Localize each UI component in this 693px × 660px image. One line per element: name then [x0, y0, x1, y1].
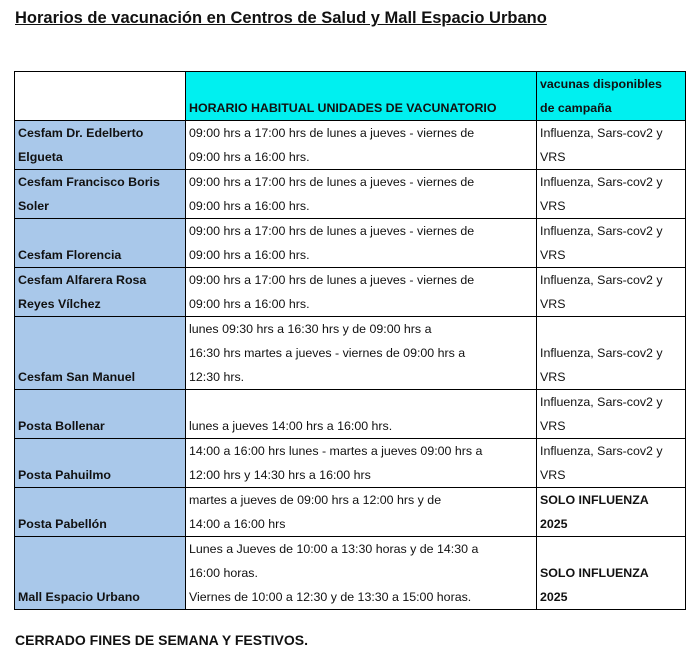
schedule-cell: [186, 170, 537, 219]
vaccination-schedule-table: [14, 71, 686, 610]
schedule-line: 14:00 a 16:00 hrs: [189, 517, 286, 531]
vaccines-cell: [537, 537, 686, 610]
header-vaccines-line: de campaña: [540, 101, 612, 115]
schedule-line: 09:00 hrs a 16:00 hrs.: [189, 248, 310, 262]
schedule-line: 09:00 hrs a 16:00 hrs.: [189, 297, 310, 311]
table-row: [15, 390, 686, 439]
table-row: [15, 219, 686, 268]
schedule-cell: [186, 268, 537, 317]
center-name-line: Soler: [18, 199, 49, 213]
schedule-line: 12:30 hrs.: [189, 370, 245, 384]
center-name-line: Cesfam Alfarera Rosa: [18, 273, 147, 287]
center-name-line: Posta Pabellón: [18, 517, 107, 531]
vaccines-line: VRS: [540, 370, 566, 384]
vaccines-cell: [537, 170, 686, 219]
vaccines-line: VRS: [540, 297, 566, 311]
vaccines-line: Influenza, Sars-cov2 y: [540, 444, 663, 458]
vaccines-line: 2025: [540, 517, 568, 531]
table-body: [15, 121, 686, 610]
center-name-line: Cesfam Florencia: [18, 248, 122, 262]
table-row: [15, 317, 686, 390]
table-row: [15, 439, 686, 488]
vaccines-line: Influenza, Sars-cov2 y: [540, 126, 663, 140]
center-name-line: Posta Bollenar: [18, 419, 105, 433]
schedule-line: lunes 09:30 hrs a 16:30 hrs y de 09:00 hrs a: [189, 322, 432, 336]
schedule-line: 09:00 hrs a 16:00 hrs.: [189, 199, 310, 213]
vaccines-cell: [537, 488, 686, 537]
vaccines-line: VRS: [540, 419, 566, 433]
table-row: [15, 170, 686, 219]
center-name-cell: [15, 317, 186, 390]
schedule-line: 09:00 hrs a 17:00 hrs de lunes a jueves - viernes de: [189, 126, 475, 140]
vaccines-line: VRS: [540, 468, 566, 482]
table-row: [15, 268, 686, 317]
vaccines-cell: [537, 219, 686, 268]
schedule-cell: [186, 488, 537, 537]
vaccines-cell: [537, 317, 686, 390]
center-name-line: Reyes Vílchez: [18, 297, 101, 311]
vaccines-cell: [537, 390, 686, 439]
page-title: Horarios de vacunación en Centros de Salud y Mall Espacio Urbano: [15, 9, 547, 27]
center-name-line: Cesfam Francisco Boris: [18, 175, 160, 189]
schedule-line: martes a jueves de 09:00 hrs a 12:00 hrs y de: [189, 493, 442, 507]
vaccines-cell: [537, 268, 686, 317]
header-schedule-cell: [186, 72, 537, 121]
center-name-cell: [15, 390, 186, 439]
center-name-line: Cesfam Dr. Edelberto: [18, 126, 144, 140]
center-name-line: Posta Pahuilmo: [18, 468, 111, 482]
vaccines-line: Influenza, Sars-cov2 y: [540, 395, 663, 409]
schedule-line: 09:00 hrs a 17:00 hrs de lunes a jueves - viernes de: [189, 273, 475, 287]
header-schedule-label: HORARIO HABITUAL UNIDADES DE VACUNATORIO: [189, 101, 497, 115]
closed-notice: CERRADO FINES DE SEMANA Y FESTIVOS.: [15, 632, 309, 648]
table-header-row: [15, 72, 686, 121]
vaccines-line: VRS: [540, 150, 566, 164]
schedule-cell: [186, 121, 537, 170]
schedule-line: Viernes de 10:00 a 12:30 y de 13:30 a 15:00 horas.: [189, 590, 472, 604]
vaccines-line: VRS: [540, 199, 566, 213]
schedule-cell: [186, 537, 537, 610]
schedule-line: Lunes a Jueves de 10:00 a 13:30 horas y de 14:30 a: [189, 542, 479, 556]
schedule-line: 14:00 a 16:00 hrs lunes - martes a jueves 09:00 hrs a: [189, 444, 483, 458]
vaccines-line: Influenza, Sars-cov2 y: [540, 273, 663, 287]
schedule-line: 09:00 hrs a 16:00 hrs.: [189, 150, 310, 164]
schedule-cell: [186, 219, 537, 268]
vaccines-cell: [537, 121, 686, 170]
center-name-cell: [15, 268, 186, 317]
vaccines-line: Influenza, Sars-cov2 y: [540, 346, 663, 360]
schedule-cell: [186, 317, 537, 390]
schedule-line: 12:00 hrs y 14:30 hrs a 16:00 hrs: [189, 468, 371, 482]
schedule-line: 09:00 hrs a 17:00 hrs de lunes a jueves - viernes de: [189, 175, 475, 189]
table-row: [15, 488, 686, 537]
vaccines-line: VRS: [540, 248, 566, 262]
center-name-cell: [15, 219, 186, 268]
center-name-line: Mall Espacio Urbano: [18, 590, 140, 604]
vaccines-line: SOLO INFLUENZA: [540, 493, 649, 507]
schedule-cell: [186, 390, 537, 439]
header-vaccines-line: vacunas disponibles: [540, 77, 662, 91]
center-name-cell: [15, 170, 186, 219]
center-name-cell: [15, 537, 186, 610]
center-name-line: Cesfam San Manuel: [18, 370, 136, 384]
schedule-line: 09:00 hrs a 17:00 hrs de lunes a jueves - viernes de: [189, 224, 475, 238]
schedule-line: 16:30 hrs martes a jueves - viernes de 09:00 hrs a: [189, 346, 466, 360]
schedule-line: 16:00 horas.: [189, 566, 258, 580]
table-row: [15, 121, 686, 170]
center-name-cell: [15, 439, 186, 488]
vaccines-line: Influenza, Sars-cov2 y: [540, 224, 663, 238]
vaccines-line: Influenza, Sars-cov2 y: [540, 175, 663, 189]
header-blank-cell: [15, 72, 186, 121]
center-name-cell: [15, 121, 186, 170]
schedule-line: lunes a jueves 14:00 hrs a 16:00 hrs.: [189, 419, 393, 433]
vaccines-cell: [537, 439, 686, 488]
table-row: [15, 537, 686, 610]
center-name-cell: [15, 488, 186, 537]
center-name-line: Elgueta: [18, 150, 63, 164]
header-vaccines-cell: [537, 72, 686, 121]
schedule-cell: [186, 439, 537, 488]
vaccines-line: SOLO INFLUENZA: [540, 566, 649, 580]
vaccines-line: 2025: [540, 590, 568, 604]
